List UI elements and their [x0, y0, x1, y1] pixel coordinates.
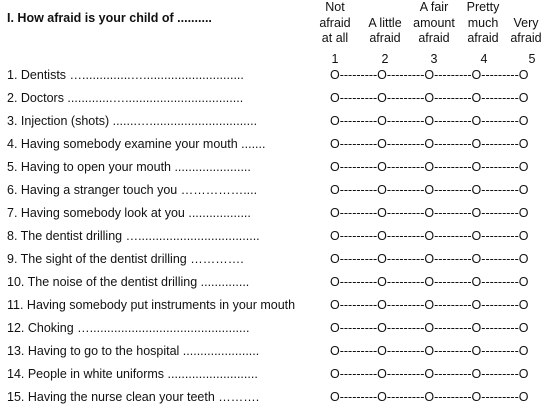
question-row [0, 88, 542, 111]
column-heading-5: Very afraid [510, 15, 542, 45]
question-label: 10. The noise of the dentist drilling .............. [7, 275, 250, 289]
question-row [0, 249, 542, 272]
question-row [0, 111, 542, 134]
rating-scale[interactable]: O---------O---------O---------O---------O [330, 137, 529, 151]
column-number-3: 3 [430, 52, 438, 66]
question-row [0, 134, 542, 157]
question-row [0, 180, 542, 203]
question-label: 4. Having somebody examine your mouth ....... [7, 137, 266, 151]
rating-scale[interactable]: O---------O---------O---------O---------O [330, 344, 529, 358]
question-row [0, 364, 542, 387]
rating-scale[interactable]: O---------O---------O---------O---------O [330, 275, 529, 289]
question-label: 11. Having somebody put instruments in your mouth [7, 298, 296, 312]
question-label: 14. People in white uniforms .......................... [7, 367, 258, 381]
question-row [0, 341, 542, 364]
column-number-2: 2 [381, 52, 389, 66]
question-row [0, 65, 542, 88]
rating-scale[interactable]: O---------O---------O---------O---------O [330, 68, 529, 82]
question-label: 2. Doctors .............….................................. [7, 91, 244, 105]
question-label: 3. Injection (shots) .......…............................... [7, 114, 258, 128]
column-number-5: 5 [528, 52, 536, 66]
rating-scale[interactable]: O---------O---------O---------O---------O [330, 298, 529, 312]
question-label: 7. Having somebody look at you .................. [7, 206, 251, 220]
column-heading-4: Pretty much afraid [466, 0, 500, 45]
question-row [0, 295, 542, 318]
rating-scale[interactable]: O---------O---------O---------O---------O [330, 390, 529, 404]
rating-scale[interactable]: O---------O---------O---------O---------O [330, 91, 529, 105]
question-label: 9. The sight of the dentist drilling …………. [7, 252, 244, 266]
column-heading-3: A fair amount afraid [413, 0, 455, 45]
question-label: 5. Having to open your mouth ...................... [7, 160, 251, 174]
column-heading-1: Not afraid at all [319, 0, 351, 45]
question-label: 12. Choking ….............................................. [7, 321, 250, 335]
rating-scale[interactable]: O---------O---------O---------O---------O [330, 321, 529, 335]
rating-scale[interactable]: O---------O---------O---------O---------O [330, 183, 529, 197]
question-list [0, 65, 542, 410]
rating-scale[interactable]: O---------O---------O---------O---------O [330, 206, 529, 220]
column-number-4: 4 [480, 52, 488, 66]
question-label: 1. Dentists …..............…............................. [7, 68, 244, 82]
rating-scale[interactable]: O---------O---------O---------O---------O [330, 229, 529, 243]
question-label: 15. Having the nurse clean your teeth ………. [7, 390, 260, 404]
rating-scale[interactable]: O---------O---------O---------O---------O [330, 114, 529, 128]
question-row [0, 272, 542, 295]
rating-scale[interactable]: O---------O---------O---------O---------O [330, 367, 529, 381]
question-label: 8. The dentist drilling …................................... [7, 229, 260, 243]
column-heading-2: A little afraid [368, 15, 402, 45]
question-label: 6. Having a stranger touch you …………….... [7, 183, 258, 197]
rating-scale[interactable]: O---------O---------O---------O---------O [330, 252, 529, 266]
question-row [0, 318, 542, 341]
question-row [0, 203, 542, 226]
question-label: 13. Having to go to the hospital ...................... [7, 344, 260, 358]
question-row [0, 157, 542, 180]
section-title: I. How afraid is your child of .......... [7, 11, 212, 25]
column-number-1: 1 [331, 52, 339, 66]
rating-scale[interactable]: O---------O---------O---------O---------O [330, 160, 529, 174]
question-row [0, 226, 542, 249]
